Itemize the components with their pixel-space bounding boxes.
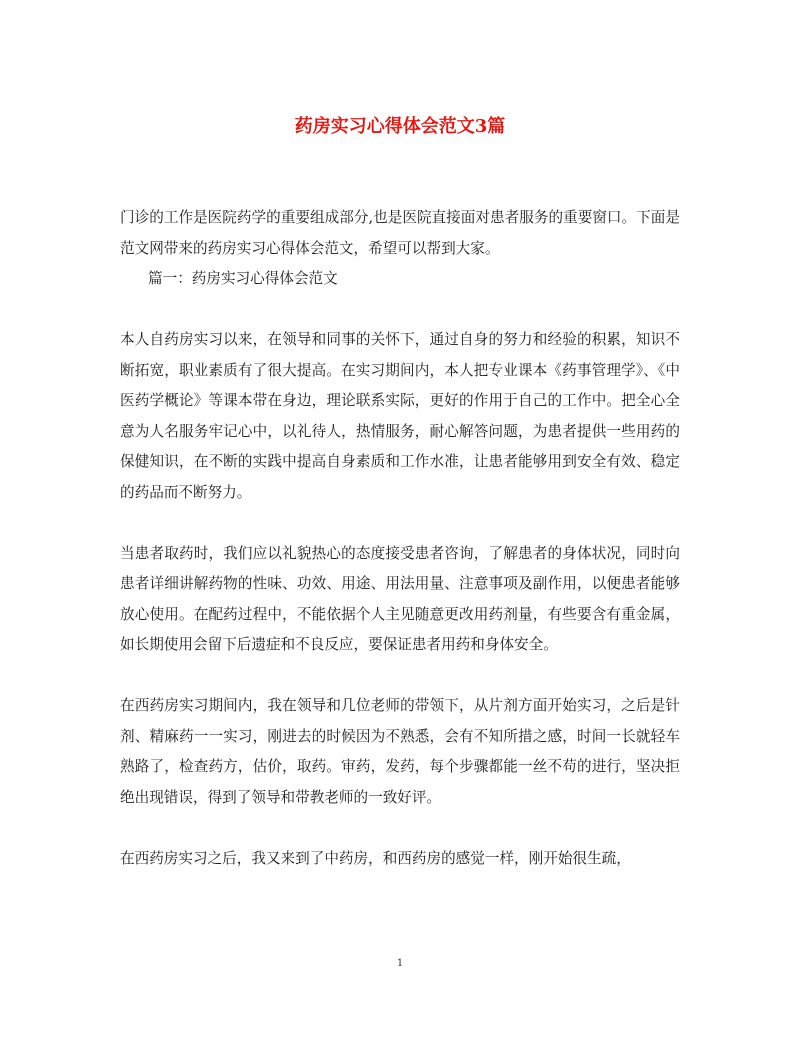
- body-paragraph-4: 在西药房实习之后，我又来到了中药房，和西药房的感觉一样，刚开始很生疏，: [120, 849, 631, 867]
- paragraph-gap: [120, 813, 680, 844]
- paragraph-gap: [120, 661, 680, 692]
- body-paragraph-2: 当患者取药时，我们应以礼貌热心的态度接受患者咨询，了解患者的身体状况，同时向患者详细讲解药物的性味、功效、用途、用法用量、注意事项及副作用，以便患者能够放心使用。在配药过程中，不能依据个人主见随意更改用药剂量，有些要含有重金属，如长期使用会留下后遗症和不良反应，要保证患者用药和身体安全。: [120, 544, 680, 653]
- body-paragraph-3: 在西药房实习期间内，我在领导和几位老师的带领下，从片剂方面开始实习，之后是针剂、精麻药一一实习，刚进去的时候因为不熟悉，会有不知所措之感，时间一长就轻车熟路了，检查药方，估价，取药。审药，发药，每个步骤都能一丝不苟的进行，坚决拒绝出现错误，得到了领导和带教老师的一致好评。: [120, 697, 680, 806]
- section-heading: 篇一：药房实习心得体会范文: [148, 270, 338, 287]
- body-paragraph-1: 本人自药房实习以来，在领导和同事的关怀下，通过自身的努力和经验的积累，知识不断拓宽，职业素质有了很大提高。在实习期间内，本人把专业课本《药事管理学》、《中医药学概论》等课本带在身边，理论联系实际，更好的作用于自己的工作中。把全心全意为人名服务牢记心中，以礼待人，热情服务，耐心解答问题，为患者提供一些用药的保健知识，在不断的实践中提高自身素质和工作水准，让患者能够用到安全有效、稳定的药品而不断努力。: [120, 331, 680, 501]
- document-body: [120, 203, 680, 874]
- intro-paragraph: 门诊的工作是医院药学的重要组成部分,也是医院直接面对患者服务的重要窗口。下面是范文网带来的药房实习心得体会范文，希望可以帮到大家。: [120, 209, 680, 257]
- page-number: 1: [396, 958, 404, 969]
- paragraph-gap: [120, 508, 680, 539]
- paragraph-gap: [120, 295, 680, 326]
- document-title: 药房实习心得体会范文3篇: [294, 116, 506, 137]
